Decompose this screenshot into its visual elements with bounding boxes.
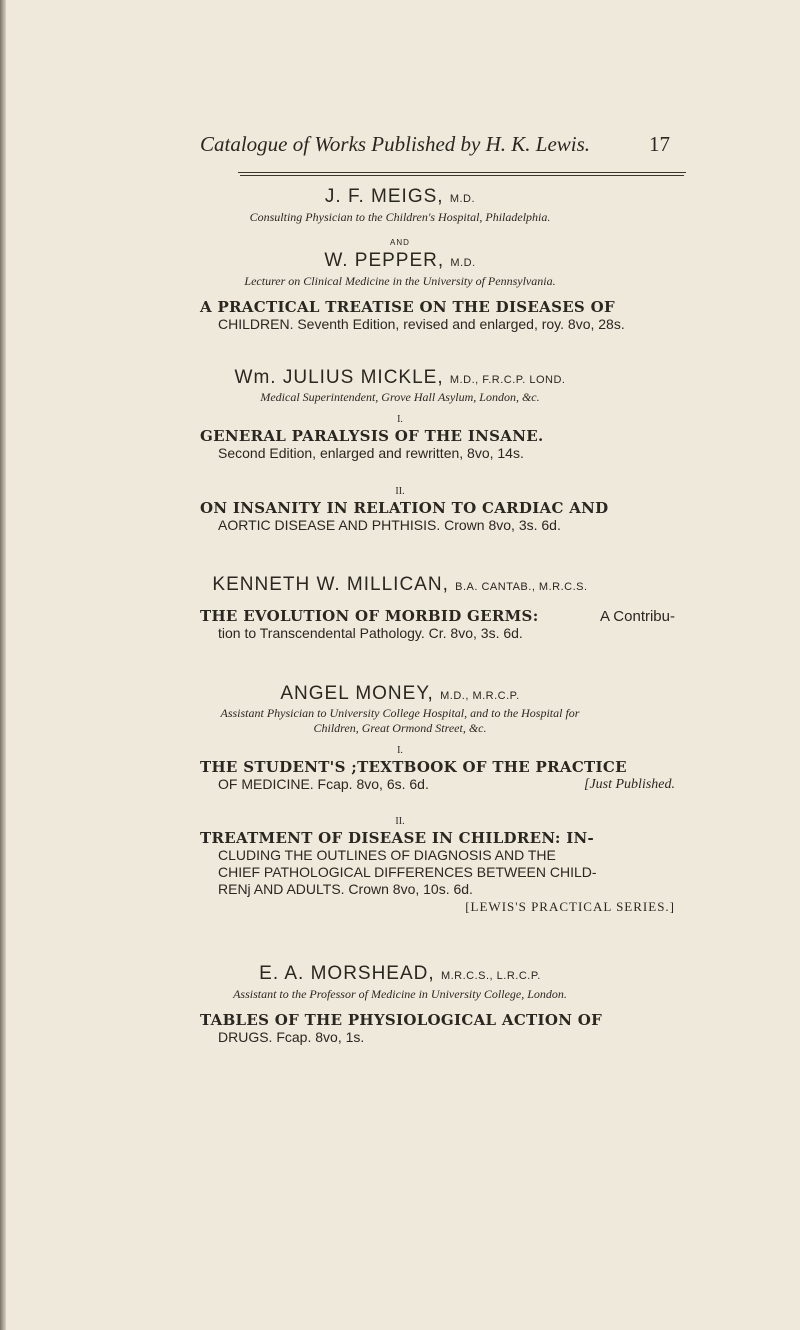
book-details: AORTIC DISEASE AND PHTHISIS. Crown 8vo, 3s. 6d. — [218, 517, 561, 533]
book-details: OF MEDICINE. Fcap. 8vo, 6s. 6d. — [218, 776, 429, 792]
running-header — [200, 132, 670, 160]
book-details-line2: CHIEF PATHOLOGICAL DIFFERENCES BETWEEN CHILD- — [218, 864, 597, 880]
author-degree: M.D. — [450, 257, 476, 269]
book-entry-diseases-of-children — [200, 299, 675, 333]
affiliation-mickle: Medical Superintendent, Grove Hall Asylum, London, &c. — [260, 390, 540, 404]
author-meigs — [0, 186, 800, 208]
series-note: [LEWIS'S PRACTICAL SERIES.] — [465, 899, 675, 914]
book-details-line3: RENj AND ADULTS. Crown 8vo, 10s. 6d. — [218, 881, 473, 897]
author-money — [0, 683, 800, 705]
book-title: THE EVOLUTION OF MORBID GERMS: — [200, 607, 539, 625]
author-name: J. F. MEIGS, — [324, 186, 444, 207]
author-millican — [0, 574, 800, 596]
book-entry-evolution-morbid-germs — [200, 608, 675, 642]
author-degree: M.D. — [449, 193, 476, 205]
book-entry-general-paralysis — [200, 428, 675, 462]
book-entry-insanity-cardiac — [200, 500, 675, 534]
book-title: THE STUDENT'S ;TEXTBOOK OF THE PRACTICE — [200, 758, 627, 776]
and-separator: AND — [390, 238, 410, 247]
affiliation-money-line1: Assistant Physician to University College Hospital, and to the Hospital for — [220, 706, 580, 720]
header-title: Catalogue of Works Published by H. K. Lewis. — [200, 132, 591, 156]
author-degree: M.D., M.R.C.P. — [440, 690, 520, 702]
book-details: Second Edition, enlarged and rewritten, 8vo, 14s. — [218, 445, 524, 461]
book-subtitle: A Contribu- — [599, 608, 675, 625]
page-number: 17 — [649, 132, 670, 156]
book-title: A PRACTICAL TREATISE ON THE DISEASES OF — [200, 298, 615, 316]
entry-numeral: I. — [397, 745, 403, 756]
book-title: TREATMENT OF DISEASE IN CHILDREN: IN- — [200, 829, 595, 847]
author-pepper — [0, 250, 800, 272]
author-name: ANGEL MONEY, — [280, 683, 434, 704]
author-degree: M.R.C.S., L.R.C.P. — [440, 970, 541, 982]
book-title: ON INSANITY IN RELATION TO CARDIAC AND — [200, 499, 609, 517]
entry-numeral: II. — [395, 816, 405, 827]
book-title: TABLES OF THE PHYSIOLOGICAL ACTION OF — [200, 1011, 603, 1029]
author-degree: M.D., F.R.C.P. LOND. — [449, 374, 566, 386]
book-details: tion to Transcendental Pathology. Cr. 8vo, 3s. 6d. — [218, 625, 523, 641]
affiliation-money-line2: Children, Great Ormond Street, &c. — [313, 721, 487, 735]
affiliation-pepper: Lecturer on Clinical Medicine in the University of Pennsylvania. — [244, 274, 556, 288]
header-rule — [238, 172, 686, 173]
book-entry-physiological-action-drugs — [200, 1012, 675, 1046]
author-morshead — [0, 963, 800, 985]
publication-note: [Just Published. — [584, 777, 675, 792]
book-entry-treatment-disease-children — [200, 830, 675, 915]
book-title: GENERAL PARALYSIS OF THE INSANE. — [200, 427, 544, 445]
book-details: DRUGS. Fcap. 8vo, 1s. — [218, 1029, 365, 1045]
author-name: KENNETH W. MILLICAN, — [212, 574, 449, 595]
book-entry-students-textbook — [200, 759, 675, 793]
author-name: Wm. JULIUS MICKLE, — [234, 367, 444, 388]
affiliation-morshead: Assistant to the Professor of Medicine in University College, London. — [233, 987, 567, 1001]
entry-numeral: I. — [397, 414, 403, 425]
entry-numeral: II. — [395, 486, 405, 497]
book-details: CHILDREN. Seventh Edition, revised and enlarged, roy. 8vo, 28s. — [218, 316, 625, 332]
author-degree: B.A. CANTAB., M.R.C.S. — [455, 581, 588, 593]
author-name: E. A. MORSHEAD, — [259, 963, 435, 984]
affiliation-meigs: Consulting Physician to the Children's Hospital, Philadelphia. — [249, 210, 551, 224]
header-rule-thin — [240, 175, 684, 176]
author-name: W. PEPPER, — [324, 250, 445, 271]
author-mickle — [0, 367, 800, 389]
book-details-line1: CLUDING THE OUTLINES OF DIAGNOSIS AND THE — [218, 847, 556, 863]
